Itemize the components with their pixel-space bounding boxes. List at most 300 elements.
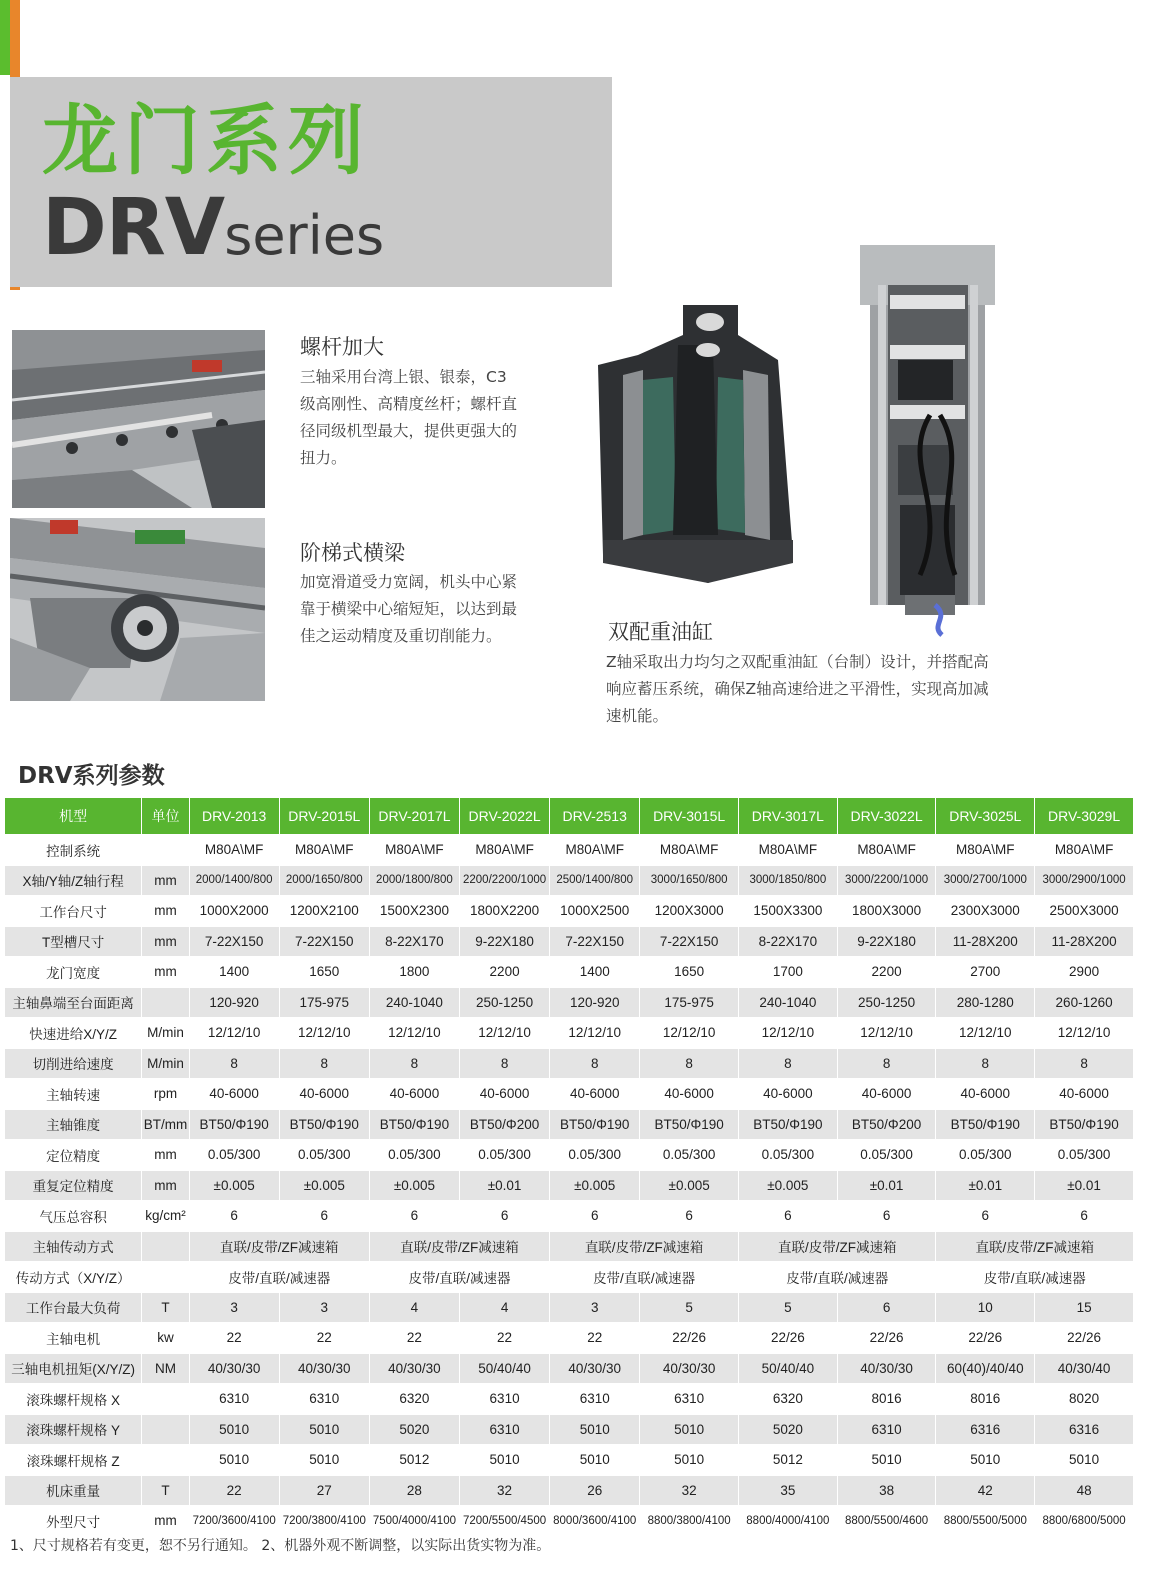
table-row xyxy=(5,1353,1134,1384)
table-cell: 40/30/30 xyxy=(279,1353,369,1384)
table-cell: 12/12/10 xyxy=(837,1018,936,1049)
crossbeam-photo xyxy=(10,518,265,701)
table-row xyxy=(5,896,1134,927)
row-label: 定位精度 xyxy=(5,1140,142,1171)
table-cell: M80A\MF xyxy=(279,835,369,866)
table-cell: 22/26 xyxy=(640,1323,739,1354)
table-cell: 12/12/10 xyxy=(460,1018,550,1049)
table-cell: 5012 xyxy=(369,1445,459,1476)
table-cell: 5010 xyxy=(279,1414,369,1445)
table-cell: 6310 xyxy=(640,1384,739,1415)
machine-base-photo xyxy=(598,305,798,583)
table-cell: BT50/Φ200 xyxy=(837,1109,936,1140)
feature-text-crossbeam: 加宽滑道受力宽阔，机头中心紧靠于横梁中心缩短矩，以达到最佳之运动精度及重切削能力。 xyxy=(300,573,518,645)
table-cell: 5010 xyxy=(1035,1445,1134,1476)
table-cell: 0.05/300 xyxy=(739,1140,838,1171)
table-cell: M80A\MF xyxy=(460,835,550,866)
table-cell: 22 xyxy=(279,1323,369,1354)
table-cell: 1200X2100 xyxy=(279,896,369,927)
table-cell: 40-6000 xyxy=(460,1079,550,1110)
table-cell: 5010 xyxy=(279,1445,369,1476)
table-cell: 7200/3800/4100 xyxy=(279,1506,369,1537)
table-cell: 40-6000 xyxy=(279,1079,369,1110)
table-cell: 40-6000 xyxy=(837,1079,936,1110)
table-cell: ±0.005 xyxy=(550,1170,640,1201)
table-cell: BT50/Φ190 xyxy=(369,1109,459,1140)
table-cell: ±0.01 xyxy=(460,1170,550,1201)
table-cell: 12/12/10 xyxy=(1035,1018,1134,1049)
table-row xyxy=(5,926,1134,957)
table-cell: 260-1260 xyxy=(1035,987,1134,1018)
table-cell: 175-975 xyxy=(279,987,369,1018)
table-row xyxy=(5,1445,1134,1476)
row-unit xyxy=(142,835,189,866)
table-cell: 8-22X170 xyxy=(369,926,459,957)
z-axis-photo xyxy=(860,245,995,637)
row-label: 主轴锥度 xyxy=(5,1109,142,1140)
table-cell: 9-22X180 xyxy=(460,926,550,957)
table-cell: 2300X3000 xyxy=(936,896,1035,927)
table-cell: 1500X3300 xyxy=(739,896,838,927)
table-cell: 3000/2200/1000 xyxy=(837,865,936,896)
table-cell: 6 xyxy=(837,1201,936,1232)
table-cell: 6310 xyxy=(837,1414,936,1445)
row-unit: kw xyxy=(142,1323,189,1354)
table-cell: 6 xyxy=(739,1201,838,1232)
row-unit: kg/cm² xyxy=(142,1201,189,1232)
row-unit: mm xyxy=(142,1506,189,1537)
table-cell: 5010 xyxy=(550,1414,640,1445)
table-row xyxy=(5,865,1134,896)
table-cell: 50/40/40 xyxy=(739,1353,838,1384)
merged-cell: 直联/皮带/ZF减速箱 xyxy=(189,1231,369,1262)
table-cell: 1800X2200 xyxy=(460,896,550,927)
header-model-8: DRV-3022L xyxy=(837,798,936,835)
table-cell: 2000/1400/800 xyxy=(189,865,279,896)
row-unit: NM xyxy=(142,1353,189,1384)
table-cell: 38 xyxy=(837,1475,936,1506)
table-cell: 240-1040 xyxy=(369,987,459,1018)
table-cell: 12/12/10 xyxy=(739,1018,838,1049)
table-row xyxy=(5,1018,1134,1049)
table-row xyxy=(5,1475,1134,1506)
page-title-en xyxy=(42,180,384,297)
table-cell: 3000/1650/800 xyxy=(640,865,739,896)
table-cell: 3 xyxy=(189,1292,279,1323)
table-cell: 8016 xyxy=(936,1384,1035,1415)
table-cell: 0.05/300 xyxy=(936,1140,1035,1171)
table-cell: ±0.01 xyxy=(1035,1170,1134,1201)
table-cell: 8800/3800/4100 xyxy=(640,1506,739,1537)
table-cell: 6310 xyxy=(460,1384,550,1415)
table-cell: 3000/2900/1000 xyxy=(1035,865,1134,896)
table-cell: M80A\MF xyxy=(369,835,459,866)
table-cell: 40/30/40 xyxy=(1035,1353,1134,1384)
row-label: 快速进给X/Y/Z xyxy=(5,1018,142,1049)
table-cell: 40-6000 xyxy=(1035,1079,1134,1110)
table-cell: 8 xyxy=(279,1048,369,1079)
table-cell: 35 xyxy=(739,1475,838,1506)
table-cell: 8 xyxy=(369,1048,459,1079)
table-cell: 12/12/10 xyxy=(189,1018,279,1049)
header-model-5: DRV-2513 xyxy=(550,798,640,835)
row-label: 滚珠螺杆规格 Y xyxy=(5,1414,142,1445)
table-row xyxy=(5,1079,1134,1110)
table-cell: 26 xyxy=(550,1475,640,1506)
table-cell: 2200/2200/1000 xyxy=(460,865,550,896)
merged-cell: 直联/皮带/ZF减速箱 xyxy=(739,1231,936,1262)
ball-screw-photo xyxy=(12,330,265,508)
table-cell: 8800/5500/5000 xyxy=(936,1506,1035,1537)
table-cell: 7-22X150 xyxy=(189,926,279,957)
table-cell: 6 xyxy=(189,1201,279,1232)
table-row xyxy=(5,1506,1134,1537)
table-cell: BT50/Φ190 xyxy=(550,1109,640,1140)
table-cell: ±0.005 xyxy=(739,1170,838,1201)
table-cell: 9-22X180 xyxy=(837,926,936,957)
table-cell: 8 xyxy=(189,1048,279,1079)
row-label: 三轴电机扭矩(X/Y/Z) xyxy=(5,1353,142,1384)
table-cell: 6 xyxy=(369,1201,459,1232)
table-cell: 2000/1650/800 xyxy=(279,865,369,896)
table-cell: 0.05/300 xyxy=(369,1140,459,1171)
row-unit xyxy=(142,987,189,1018)
table-cell: 6 xyxy=(837,1292,936,1323)
table-cell: 12/12/10 xyxy=(550,1018,640,1049)
table-cell: 32 xyxy=(640,1475,739,1506)
spec-body xyxy=(5,835,1134,1537)
row-unit: mm xyxy=(142,1170,189,1201)
table-cell: 3000/2700/1000 xyxy=(936,865,1035,896)
row-unit: rpm xyxy=(142,1079,189,1110)
row-label: 控制系统 xyxy=(5,835,142,866)
table-cell: 8020 xyxy=(1035,1384,1134,1415)
table-cell: 2500X3000 xyxy=(1035,896,1134,927)
table-row xyxy=(5,1048,1134,1079)
table-cell: 7500/4000/4100 xyxy=(369,1506,459,1537)
table-cell: 0.05/300 xyxy=(550,1140,640,1171)
table-cell: 60(40)/40/40 xyxy=(936,1353,1035,1384)
row-unit: T xyxy=(142,1475,189,1506)
table-cell: 1800 xyxy=(369,957,459,988)
table-cell: 7-22X150 xyxy=(279,926,369,957)
feature-heading-cylinder: 双配重油缸 xyxy=(608,620,713,644)
row-label: 机床重量 xyxy=(5,1475,142,1506)
table-cell: ±0.01 xyxy=(936,1170,1035,1201)
table-cell: 0.05/300 xyxy=(1035,1140,1134,1171)
table-row xyxy=(5,957,1134,988)
table-row xyxy=(5,987,1134,1018)
feature-heading-ball-screw: 螺杆加大 xyxy=(300,335,384,359)
table-cell: 8-22X170 xyxy=(739,926,838,957)
row-label: 工作台最大负荷 xyxy=(5,1292,142,1323)
table-cell: 6 xyxy=(1035,1201,1134,1232)
table-cell: 240-1040 xyxy=(739,987,838,1018)
table-cell: M80A\MF xyxy=(189,835,279,866)
table-cell: 8 xyxy=(936,1048,1035,1079)
table-cell: 6 xyxy=(640,1201,739,1232)
table-cell: M80A\MF xyxy=(837,835,936,866)
table-cell: BT50/Φ190 xyxy=(279,1109,369,1140)
green-accent-bar xyxy=(0,0,10,75)
table-cell: 1400 xyxy=(550,957,640,988)
header-model-9: DRV-3025L xyxy=(936,798,1035,835)
table-cell: ±0.005 xyxy=(640,1170,739,1201)
table-row xyxy=(5,835,1134,866)
table-cell: 8 xyxy=(550,1048,640,1079)
table-cell: 175-975 xyxy=(640,987,739,1018)
title-en-main: DRV xyxy=(42,183,225,273)
table-cell: BT50/Φ190 xyxy=(640,1109,739,1140)
row-label: X轴/Y轴/Z轴行程 xyxy=(5,865,142,896)
table-cell: M80A\MF xyxy=(1035,835,1134,866)
row-unit xyxy=(142,1414,189,1445)
table-cell: 280-1280 xyxy=(936,987,1035,1018)
table-cell: 40-6000 xyxy=(550,1079,640,1110)
table-cell: 22 xyxy=(550,1323,640,1354)
table-cell: 5010 xyxy=(640,1445,739,1476)
table-cell: 40-6000 xyxy=(369,1079,459,1110)
table-cell: 22/26 xyxy=(1035,1323,1134,1354)
merged-cell: 直联/皮带/ZF减速箱 xyxy=(369,1231,549,1262)
table-cell: 12/12/10 xyxy=(369,1018,459,1049)
row-unit: BT/mm xyxy=(142,1109,189,1140)
table-cell: 6320 xyxy=(739,1384,838,1415)
row-unit: M/min xyxy=(142,1018,189,1049)
table-row xyxy=(5,1292,1134,1323)
table-cell: 5010 xyxy=(460,1445,550,1476)
row-label: 龙门宽度 xyxy=(5,957,142,988)
header-model-2: DRV-2015L xyxy=(279,798,369,835)
table-cell: 6316 xyxy=(1035,1414,1134,1445)
row-label: 重复定位精度 xyxy=(5,1170,142,1201)
table-cell: 1650 xyxy=(279,957,369,988)
table-cell: 22/26 xyxy=(837,1323,936,1354)
table-cell: 40/30/30 xyxy=(369,1353,459,1384)
table-cell: 6320 xyxy=(369,1384,459,1415)
row-label: 主轴传动方式 xyxy=(5,1231,142,1262)
merged-cell: 皮带/直联/减速器 xyxy=(189,1262,369,1293)
table-cell: BT50/Φ190 xyxy=(189,1109,279,1140)
row-label: 气压总容积 xyxy=(5,1201,142,1232)
header-model-1: DRV-2013 xyxy=(189,798,279,835)
table-cell: 40/30/30 xyxy=(189,1353,279,1384)
table-cell: 6310 xyxy=(460,1414,550,1445)
table-cell: 22/26 xyxy=(739,1323,838,1354)
table-cell: 3000/1850/800 xyxy=(739,865,838,896)
header-model-3: DRV-2017L xyxy=(369,798,459,835)
table-cell: 8 xyxy=(1035,1048,1134,1079)
table-cell: 32 xyxy=(460,1475,550,1506)
table-cell: 40-6000 xyxy=(640,1079,739,1110)
table-cell: 1000X2500 xyxy=(550,896,640,927)
row-label: 切削进给速度 xyxy=(5,1048,142,1079)
table-cell: 8800/4000/4100 xyxy=(739,1506,838,1537)
table-cell: 8800/5500/4600 xyxy=(837,1506,936,1537)
table-cell: 2900 xyxy=(1035,957,1134,988)
table-cell: 22 xyxy=(369,1323,459,1354)
header-model-7: DRV-3017L xyxy=(739,798,838,835)
table-cell: 12/12/10 xyxy=(640,1018,739,1049)
spec-header-row xyxy=(5,798,1134,835)
table-cell: 1400 xyxy=(189,957,279,988)
table-cell: 8 xyxy=(460,1048,550,1079)
table-cell: 7200/5500/4500 xyxy=(460,1506,550,1537)
table-cell: 5012 xyxy=(739,1445,838,1476)
table-cell: ±0.005 xyxy=(189,1170,279,1201)
table-cell: 40/30/30 xyxy=(640,1353,739,1384)
feature-heading-crossbeam: 阶梯式横梁 xyxy=(300,541,405,565)
table-cell: 0.05/300 xyxy=(189,1140,279,1171)
row-label: 工作台尺寸 xyxy=(5,896,142,927)
table-cell: 22/26 xyxy=(936,1323,1035,1354)
table-cell: BT50/Φ200 xyxy=(460,1109,550,1140)
merged-cell: 直联/皮带/ZF减速箱 xyxy=(550,1231,739,1262)
table-cell: 2200 xyxy=(460,957,550,988)
table-cell: 2500/1400/800 xyxy=(550,865,640,896)
table-cell: 22 xyxy=(460,1323,550,1354)
table-cell: 8016 xyxy=(837,1384,936,1415)
table-cell: 1700 xyxy=(739,957,838,988)
table-cell: 11-28X200 xyxy=(936,926,1035,957)
row-label: 主轴电机 xyxy=(5,1323,142,1354)
row-label: 滚珠螺杆规格 X xyxy=(5,1384,142,1415)
table-cell: 42 xyxy=(936,1475,1035,1506)
table-cell: 0.05/300 xyxy=(837,1140,936,1171)
table-row xyxy=(5,1140,1134,1171)
row-unit: mm xyxy=(142,896,189,927)
table-cell: M80A\MF xyxy=(936,835,1035,866)
table-cell: 40-6000 xyxy=(739,1079,838,1110)
table-cell: 40/30/30 xyxy=(837,1353,936,1384)
table-cell: 12/12/10 xyxy=(936,1018,1035,1049)
table-cell: 1800X3000 xyxy=(837,896,936,927)
table-cell: 1200X3000 xyxy=(640,896,739,927)
table-cell: 8000/3600/4100 xyxy=(550,1506,640,1537)
table-cell: 5010 xyxy=(837,1445,936,1476)
merged-cell: 皮带/直联/减速器 xyxy=(550,1262,739,1293)
merged-cell: 直联/皮带/ZF减速箱 xyxy=(936,1231,1134,1262)
spec-table-title: DRV系列参数 xyxy=(18,763,165,789)
table-cell: 0.05/300 xyxy=(460,1140,550,1171)
table-cell: 120-920 xyxy=(189,987,279,1018)
table-cell: 22 xyxy=(189,1323,279,1354)
table-cell: 1650 xyxy=(640,957,739,988)
table-cell: 5010 xyxy=(550,1445,640,1476)
table-cell: 0.05/300 xyxy=(279,1140,369,1171)
table-cell: 5020 xyxy=(369,1414,459,1445)
row-label: 主轴鼻端至台面距离 xyxy=(5,987,142,1018)
table-cell: 6 xyxy=(279,1201,369,1232)
table-cell: 48 xyxy=(1035,1475,1134,1506)
table-cell: 27 xyxy=(279,1475,369,1506)
table-cell: ±0.005 xyxy=(279,1170,369,1201)
header-model: 机型 xyxy=(5,798,142,835)
table-cell: 6310 xyxy=(189,1384,279,1415)
row-label: 外型尺寸 xyxy=(5,1506,142,1537)
table-cell: 6 xyxy=(460,1201,550,1232)
merged-cell: 皮带/直联/减速器 xyxy=(936,1262,1134,1293)
table-cell: 250-1250 xyxy=(460,987,550,1018)
table-row xyxy=(5,1109,1134,1140)
table-cell: ±0.01 xyxy=(837,1170,936,1201)
row-unit: M/min xyxy=(142,1048,189,1079)
table-cell: 5 xyxy=(640,1292,739,1323)
table-cell: 8 xyxy=(640,1048,739,1079)
table-cell: 8800/6800/5000 xyxy=(1035,1506,1134,1537)
footnote: 1、尺寸规格若有变更，恕不另行通知。 2、机器外观不断调整，以实际出货实物为准。 xyxy=(10,1538,551,1554)
table-cell: BT50/Φ190 xyxy=(739,1109,838,1140)
table-cell: 120-920 xyxy=(550,987,640,1018)
table-cell: 5010 xyxy=(640,1414,739,1445)
row-label: 滚珠螺杆规格 Z xyxy=(5,1445,142,1476)
table-cell: 6310 xyxy=(550,1384,640,1415)
row-unit: mm xyxy=(142,1140,189,1171)
table-row xyxy=(5,1384,1134,1415)
table-cell: 40/30/30 xyxy=(550,1353,640,1384)
table-cell: 4 xyxy=(369,1292,459,1323)
table-cell: 0.05/300 xyxy=(640,1140,739,1171)
table-cell: M80A\MF xyxy=(739,835,838,866)
table-cell: 5 xyxy=(739,1292,838,1323)
row-label: T型槽尺寸 xyxy=(5,926,142,957)
table-cell: 8 xyxy=(739,1048,838,1079)
table-cell: 6 xyxy=(936,1201,1035,1232)
table-cell: 3 xyxy=(279,1292,369,1323)
row-label: 传动方式（X/Y/Z） xyxy=(5,1262,142,1293)
table-cell: 28 xyxy=(369,1475,459,1506)
table-cell: 15 xyxy=(1035,1292,1134,1323)
table-cell: 2200 xyxy=(837,957,936,988)
table-cell: ±0.005 xyxy=(369,1170,459,1201)
table-cell: 12/12/10 xyxy=(279,1018,369,1049)
row-unit: mm xyxy=(142,865,189,896)
table-cell: 6310 xyxy=(279,1384,369,1415)
table-cell: 40-6000 xyxy=(936,1079,1035,1110)
header-model-4: DRV-2022L xyxy=(460,798,550,835)
table-cell: 5010 xyxy=(189,1445,279,1476)
table-cell: 40-6000 xyxy=(189,1079,279,1110)
merged-cell: 皮带/直联/减速器 xyxy=(739,1262,936,1293)
table-cell: M80A\MF xyxy=(550,835,640,866)
row-unit: T xyxy=(142,1292,189,1323)
title-en-sub: series xyxy=(224,204,385,267)
table-cell: 4 xyxy=(460,1292,550,1323)
table-row xyxy=(5,1231,1134,1262)
table-row xyxy=(5,1262,1134,1293)
row-unit xyxy=(142,1384,189,1415)
table-row xyxy=(5,1323,1134,1354)
feature-text-cylinder: Z轴采取出力均匀之双配重油缸（台制）设计，并搭配高响应蓄压系统，确保Z轴高速给进之平滑性，实现高加减速机能。 xyxy=(606,653,989,725)
table-row xyxy=(5,1170,1134,1201)
table-cell: M80A\MF xyxy=(640,835,739,866)
table-cell: 7200/3600/4100 xyxy=(189,1506,279,1537)
row-unit xyxy=(142,1231,189,1262)
table-cell: 22 xyxy=(189,1475,279,1506)
table-cell: 6 xyxy=(550,1201,640,1232)
table-cell: 2700 xyxy=(936,957,1035,988)
table-cell: 5010 xyxy=(189,1414,279,1445)
table-cell: 10 xyxy=(936,1292,1035,1323)
table-cell: 6316 xyxy=(936,1414,1035,1445)
table-cell: 1000X2000 xyxy=(189,896,279,927)
table-cell: 8 xyxy=(837,1048,936,1079)
table-cell: 1500X2300 xyxy=(369,896,459,927)
page-title-cn: 龙门系列 xyxy=(42,96,370,185)
row-unit: mm xyxy=(142,926,189,957)
table-row xyxy=(5,1414,1134,1445)
table-cell: 2000/1800/800 xyxy=(369,865,459,896)
